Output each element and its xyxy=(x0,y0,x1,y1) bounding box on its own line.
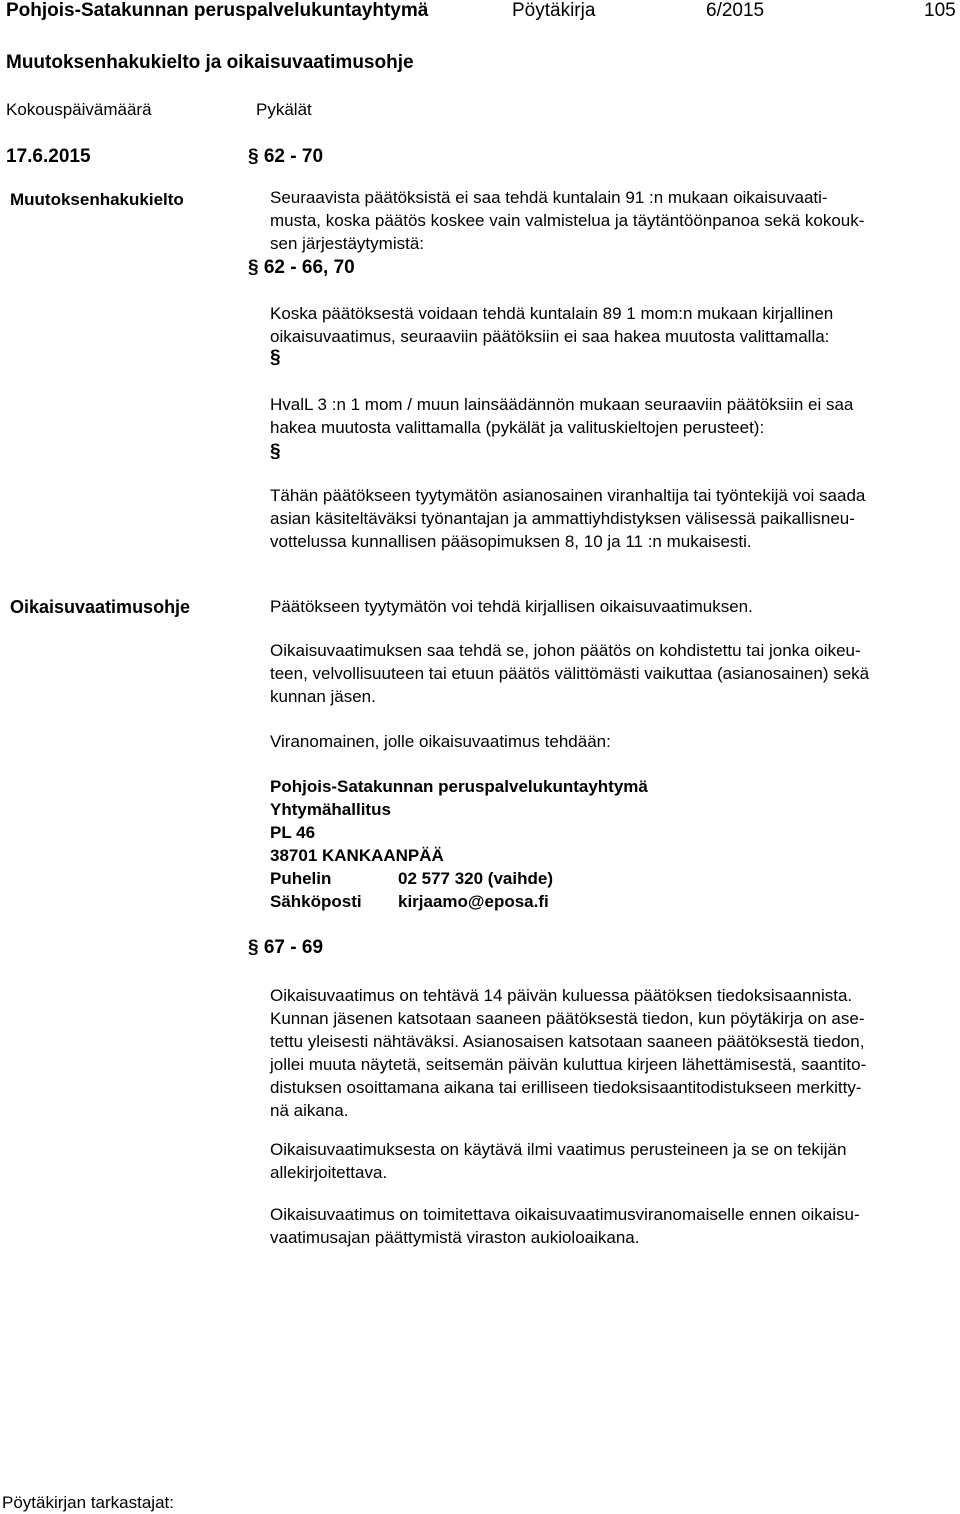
text-line: Oikaisuvaatimus on tehtävä 14 päivän kuluessa päätöksen tiedoksisaannista. xyxy=(270,986,853,1005)
text-line: Koska päätöksestä voidaan tehdä kuntalain 89 1 mom:n mukaan kirjallinen xyxy=(270,304,834,323)
page-title: Muutoksenhakukielto ja oikaisuvaatimusohje xyxy=(6,52,414,73)
appeal-paragraph-5 xyxy=(270,1138,960,1184)
appeal-label: Oikaisuvaatimusohje xyxy=(10,597,191,617)
address-email-row xyxy=(270,890,960,913)
text-line: teen, velvollisuuteen tai etuun päätös välittömästi vaikuttaa (asianosainen) sekä xyxy=(270,664,870,683)
organization-name: Pohjois-Satakunnan peruspalvelukuntayhtymä xyxy=(6,0,429,21)
meeting-date-label: Kokouspäivämäärä xyxy=(6,100,152,119)
text-line: tettu yleisesti nähtäväksi. Asianosaisen katsotaan saaneen päätöksestä tiedon, xyxy=(270,1032,865,1051)
address-org: Pohjois-Satakunnan peruspalvelukuntayhtymä xyxy=(270,777,648,796)
email-value[interactable]: kirjaamo@eposa.fi xyxy=(398,892,549,911)
meeting-date: 17.6.2015 xyxy=(6,146,91,167)
document-number: 6/2015 xyxy=(706,0,765,21)
text-line: distuksen osoittamana aikana tai erilliseen tiedoksisaantitodistukseen merkitty- xyxy=(270,1078,862,1097)
prohibition-paragraph-2 xyxy=(270,302,960,348)
text-line: allekirjoitettava. xyxy=(270,1163,388,1182)
appeal-address-block xyxy=(270,775,960,913)
text-line: Oikaisuvaatimus on toimitettava oikaisuvaatimusviranomaiselle ennen oikaisu- xyxy=(270,1205,860,1224)
section-sign-icon: § xyxy=(248,937,259,958)
appeal-paragraph-2 xyxy=(270,639,960,708)
phone-value: 02 577 320 (vaihde) xyxy=(398,869,553,888)
text-line: oikaisuvaatimus, seuraaviin päätöksiin ei saa hakea muutosta valittamalla: xyxy=(270,327,830,346)
appeal-paragraph-1 xyxy=(270,595,960,618)
text-line: Oikaisuvaatimuksen saa tehdä se, johon päätös on kohdistettu tai jonka oikeu- xyxy=(270,641,861,660)
address-postal: 38701 KANKAANPÄÄ xyxy=(270,846,444,865)
page-number: 105 xyxy=(924,0,956,21)
text-line: Seuraavista päätöksistä ei saa tehdä kuntalain 91 :n mukaan oikaisuvaati- xyxy=(270,188,828,207)
appeal-sections: § 67 - 69 xyxy=(248,937,324,958)
text-line: Viranomainen, jolle oikaisuvaatimus tehdään: xyxy=(270,732,611,751)
appeal-paragraph-6 xyxy=(270,1203,960,1249)
sections-label: Pykälät xyxy=(256,100,312,119)
document-type: Pöytäkirja xyxy=(512,0,596,21)
prohibition-intro xyxy=(270,186,960,255)
prohibition-label: Muutoksenhakukielto xyxy=(10,190,184,209)
text-line: musta, koska päätös koskee vain valmistelua ja täytäntöönpanoa sekä kokouk- xyxy=(270,211,865,230)
section-sign-icon: § xyxy=(270,441,281,462)
text-line: Päätökseen tyytymätön voi tehdä kirjallisen oikaisuvaatimuksen. xyxy=(270,597,753,616)
text-line: vottelussa kunnallisen pääsopimuksen 8, 10 ja 11 :n mukaisesti. xyxy=(270,532,752,551)
text-line: vaatimusajan päättymistä viraston aukioloaikana. xyxy=(270,1228,640,1247)
prohibition-sections: § 62 - 66, 70 xyxy=(248,257,355,278)
phone-label: Puhelin xyxy=(270,869,332,888)
prohibition-paragraph-4 xyxy=(270,484,960,553)
appeal-paragraph-4 xyxy=(270,984,960,1122)
text-line: hakea muutosta valittamalla (pykälät ja valituskieltojen perusteet): xyxy=(270,418,765,437)
text-line: HvalL 3 :n 1 mom / muun lainsäädännön mukaan seuraaviin päätöksiin ei saa xyxy=(270,395,854,414)
sections-range: § 62 - 70 xyxy=(248,146,324,167)
text-line: nä aikana. xyxy=(270,1101,349,1120)
reviewers-label: Pöytäkirjan tarkastajat: xyxy=(2,1493,174,1512)
text-line: Kunnan jäsenen katsotaan saaneen päätöksestä tiedon, kun pöytäkirja on ase- xyxy=(270,1009,865,1028)
text-line: Tähän päätökseen tyytymätön asianosainen viranhaltija tai työntekijä voi saada xyxy=(270,486,866,505)
text-line: jollei muuta näytetä, seitsemän päivän kuluttua kirjeen lähettämisestä, saantito- xyxy=(270,1055,867,1074)
email-label: Sähköposti xyxy=(270,892,362,911)
appeal-paragraph-3 xyxy=(270,730,960,753)
text-line: kunnan jäsen. xyxy=(270,687,376,706)
address-phone-row xyxy=(270,867,960,890)
address-body: Yhtymähallitus xyxy=(270,800,391,819)
section-sign-icon: § xyxy=(270,347,281,368)
text-line: sen järjestäytymistä: xyxy=(270,234,424,253)
address-box: PL 46 xyxy=(270,823,316,842)
text-line: Oikaisuvaatimuksesta on käytävä ilmi vaatimus perusteineen ja se on tekijän xyxy=(270,1140,847,1159)
prohibition-paragraph-3 xyxy=(270,393,960,439)
section-sign-icon: § xyxy=(248,146,259,167)
text-line: asian käsiteltäväksi työnantajan ja ammattiyhdistyksen välisessä paikallisneu- xyxy=(270,509,855,528)
section-sign-icon: § xyxy=(248,257,259,278)
